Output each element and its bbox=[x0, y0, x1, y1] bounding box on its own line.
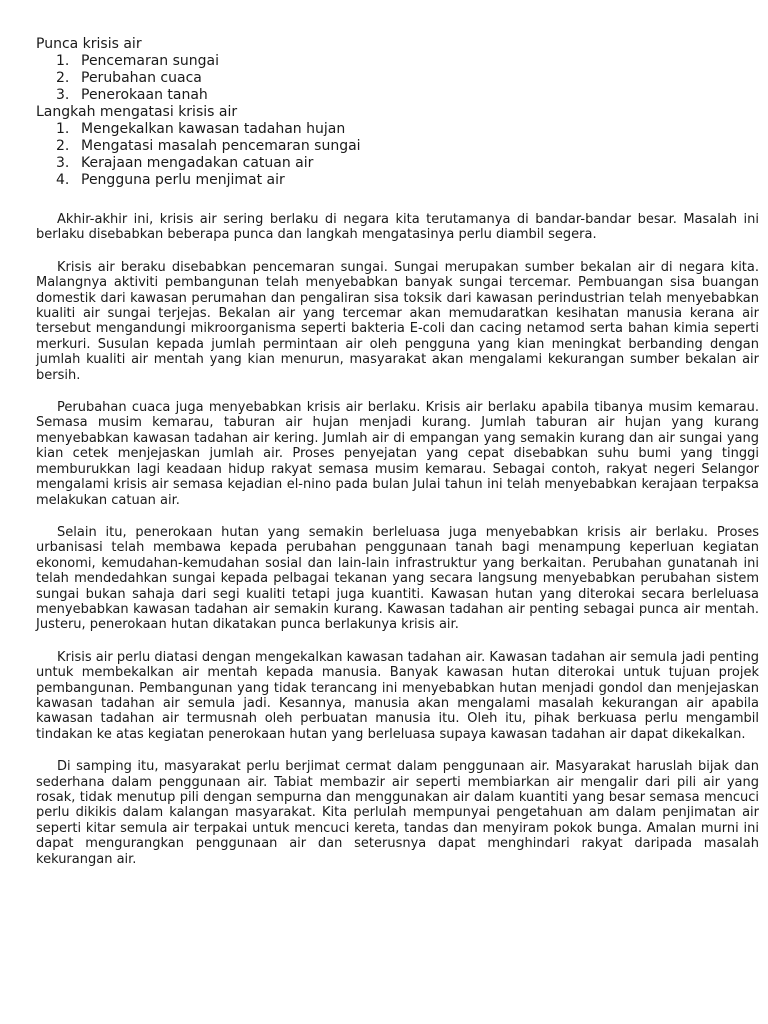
paragraph-catchment: Krisis air perlu diatasi dengan mengekalkan kawasan tadahan air. Kawasan tadahan air semula jadi penting untuk membekalkan air mentah kepada manusia. Banyak kawasan hutan diterokai untuk tujuan projek pembangunan. Pembangunan yang tidak terancang ini menyebabkan hutan menjadi gondol dan menjejaskan kawasan tadahan air semula jadi. Kesannya, manusia akan mengalami masalah kekurangan air apabila kawasan tadahan air termusnah oleh perbuatan manusia itu. Oleh itu, pihak berkuasa perlu mengambil tindakan ke atas kegiatan penerokaan hutan yang berleluasa supaya kawasan tadahan air dapat dikekalkan. bbox=[36, 649, 759, 742]
paragraph-pollution: Krisis air beraku disebabkan pencemaran sungai. Sungai merupakan sumber bekalan air di negara kita. Malangnya aktiviti pembangunan telah menyebabkan banyak sungai tercemar. Pembuangan sisa buangan domestik dari kawasan perumahan dan pengaliran sisa toksik dari kawasan perindustrian telah menyebabkan kualiti air sungai terjejas. Bekalan air yang tercemar akan memudaratkan kesihatan manusia kerana air tersebut mengandungi mikroorganisma seperti bakteria E-coli dan cacing netamod serta bahan kimia seperti merkuri. Susulan kepada jumlah permintaan air oleh pengguna yang kian meningkat berbanding dengan jumlah kualiti air mentah yang kian menurun, masyarakat akan mengalami kekurangan sumber bekalan air bersih. bbox=[36, 259, 759, 383]
solutions-heading: Langkah mengatasi krisis air bbox=[36, 104, 238, 120]
list-item: 4. Pengguna perlu menjimat air bbox=[56, 172, 285, 188]
list-item: 3. Kerajaan mengadakan catuan air bbox=[56, 155, 314, 171]
document-page bbox=[36, 36, 759, 867]
paragraph-weather: Perubahan cuaca juga menyebabkan krisis air berlaku. Krisis air berlaku apabila tibanya musim kemarau. Semasa musim kemarau, taburan air hujan menjadi kurang. Jumlah taburan air hujan yang kurang menyebabkan kawasan tadahan air kering. Jumlah air di empangan yang semakin kurang dan air sungai yang kian cetek menjejaskan jumlah air. Proses penyejatan yang cepat disebabkan suhu bumi yang tinggi memburukkan lagi keadaan hidup rakyat semasa musim kemarau. Sebagai contoh, rakyat negeri Selangor mengalami krisis air semasa kejadian el-nino pada bulan Julai tahun ini telah menyebabkan kerajaan terpaksa melakukan catuan air. bbox=[36, 400, 759, 508]
essay-body bbox=[36, 212, 759, 867]
list-item: 3. Penerokaan tanah bbox=[56, 87, 208, 103]
list-item: 2. Perubahan cuaca bbox=[56, 70, 202, 86]
causes-heading: Punca krisis air bbox=[36, 36, 142, 52]
solutions-list bbox=[36, 121, 759, 189]
list-item: 1. Mengekalkan kawasan tadahan hujan bbox=[56, 121, 346, 137]
list-item: 1. Pencemaran sungai bbox=[56, 53, 220, 69]
paragraph-saving-water: Di samping itu, masyarakat perlu berjimat cermat dalam penggunaan air. Masyarakat haruslah bijak dan sederhana dalam penggunaan air. Tabiat membazir air seperti membiarkan air mengalir dari pili air yang rosak, tidak menutup pili dengan sempurna dan menggunakan air dalam kuantiti yang besar semasa mencuci perlu dikikis dalam kalangan masyarakat. Kita perlulah mempunyai pengetahuan am dalam penjimatan air seperti kitar semula air terpakai untuk mencuci kereta, tandas dan menyiram pokok bunga. Amalan murni ini dapat mengurangkan penggunaan air dan seterusnya dapat menghindari rakyat daripada masalah kekurangan air. bbox=[36, 759, 759, 867]
list-item: 2. Mengatasi masalah pencemaran sungai bbox=[56, 138, 361, 154]
causes-list bbox=[36, 53, 759, 104]
paragraph-deforestation: Selain itu, penerokaan hutan yang semakin berleluasa juga menyebabkan krisis air berlaku. Proses urbanisasi telah membawa kepada perubahan penggunaan tanah bagi menampung keperluan kegiatan ekonomi, kemudahan-kemudahan sosial dan lain-lain infrastruktur yang berkaitan. Perubahan gunatanah ini telah mendedahkan sungai kepada pelbagai tekanan yang secara langsung menyebabkan perubahan sistem sungai bukan sahaja dari segi kualiti tetapi juga kuantiti. Kawasan hutan yang diterokai secara berleluasa menyebabkan kawasan tadahan air semakin kurang. Kawasan tadahan air penting sebagai punca air mentah. Justeru, penerokaan hutan dikatakan punca berlakunya krisis air. bbox=[36, 524, 759, 633]
paragraph-intro: Akhir-akhir ini, krisis air sering berlaku di negara kita terutamanya di bandar-bandar besar. Masalah ini berlaku disebabkan beberapa punca dan langkah mengatasinya perlu diambil segera. bbox=[36, 212, 759, 243]
